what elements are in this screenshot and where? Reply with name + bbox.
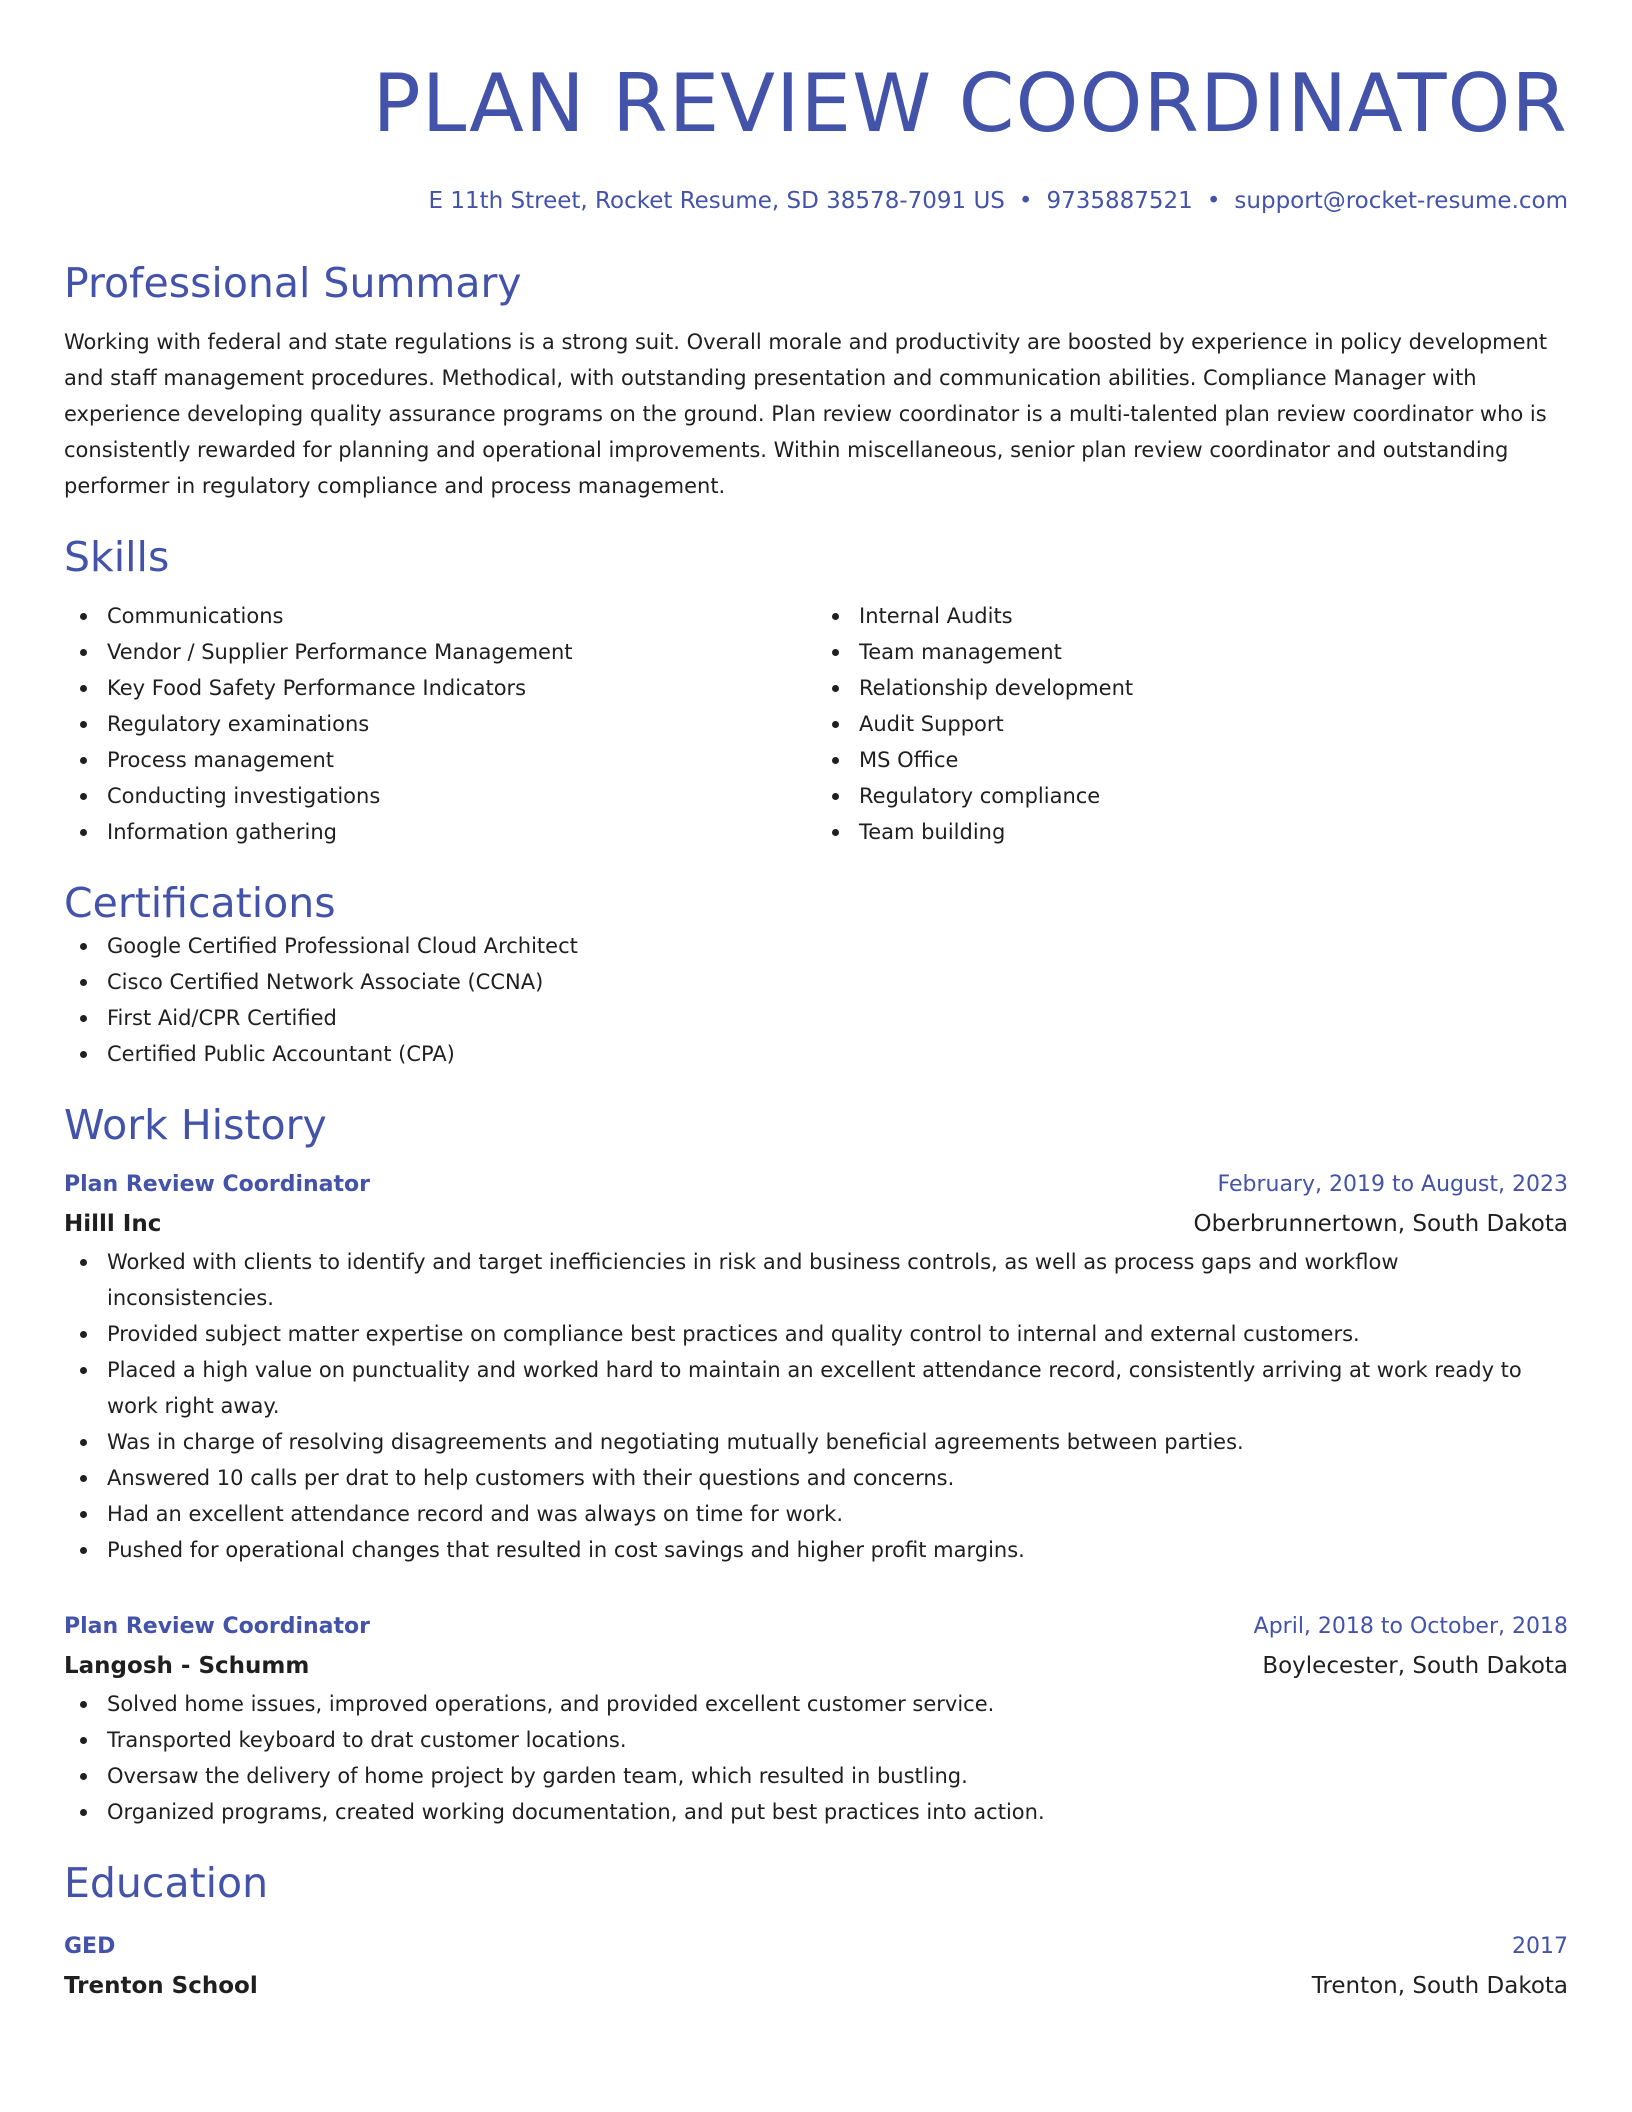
job-title: Plan Review Coordinator xyxy=(64,1614,370,1639)
contact-phone: 9735887521 xyxy=(1046,188,1193,214)
summary-section xyxy=(64,258,1568,504)
skill-item: Communications xyxy=(64,598,816,634)
job-company: Hilll Inc xyxy=(64,1211,162,1237)
resume-name: PLAN REVIEW COORDINATOR xyxy=(372,57,1568,150)
skill-item: Key Food Safety Performance Indicators xyxy=(64,670,816,706)
work-history-heading: Work History xyxy=(64,1101,327,1149)
contact-address: E 11th Street, Rocket Resume, SD 38578-7091 US xyxy=(428,188,1005,214)
job-bullet: Was in charge of resolving disagreements and negotiating mutually beneficial agreements between parties. xyxy=(64,1424,1568,1460)
job-dates: February, 2019 to August, 2023 xyxy=(1217,1172,1568,1197)
education-location: Trenton, South Dakota xyxy=(1311,1973,1568,1999)
job-bullet: Solved home issues, improved operations, and provided excellent customer service. xyxy=(64,1686,1568,1722)
job-bullet: Worked with clients to identify and target inefficiencies in risk and business controls, as well as process gaps and workflow inconsistencies. xyxy=(64,1244,1568,1316)
skill-item: Information gathering xyxy=(64,814,816,850)
job-bullet: Oversaw the delivery of home project by garden team, which resulted in bustling. xyxy=(64,1758,1568,1794)
skill-item: Conducting investigations xyxy=(64,778,816,814)
certification-item: Google Certified Professional Cloud Architect xyxy=(64,928,1568,964)
contact-line xyxy=(64,186,1568,216)
job-entry xyxy=(64,1166,1568,1568)
certification-item: First Aid/CPR Certified xyxy=(64,1000,1568,1036)
education-entry xyxy=(64,1928,1568,2006)
skill-item: Process management xyxy=(64,742,816,778)
skill-item: Vendor / Supplier Performance Management xyxy=(64,634,816,670)
contact-email: support@rocket-resume.com xyxy=(1234,188,1568,214)
contact-separator: • xyxy=(1018,188,1033,214)
education-section xyxy=(64,1858,1568,2006)
education-heading: Education xyxy=(64,1859,269,1907)
contact-separator: • xyxy=(1206,188,1221,214)
summary-text: Working with federal and state regulations is a strong suit. Overall morale and productivity are boosted by experience in policy development and staff management procedures. Methodical, with outstanding presentation and communication abilities. Compliance Manager with experience developing quality assurance programs on the ground. Plan review coordinator is a multi-talented plan review coordinator who is consistently rewarded for planning and operational improvements. Within miscellaneous, senior plan review coordinator and outstanding performer in regulatory compliance and process management. xyxy=(64,330,1548,498)
job-bullet: Had an excellent attendance record and was always on time for work. xyxy=(64,1496,1568,1532)
skills-grid xyxy=(64,598,1568,850)
skill-item: MS Office xyxy=(816,742,1568,778)
job-bullet: Transported keyboard to drat customer locations. xyxy=(64,1722,1568,1758)
job-dates: April, 2018 to October, 2018 xyxy=(1253,1614,1568,1639)
job-bullets xyxy=(64,1244,1568,1568)
skill-item: Audit Support xyxy=(816,706,1568,742)
certifications-section xyxy=(64,878,1568,1072)
education-degree: GED xyxy=(64,1934,116,1959)
skills-section xyxy=(64,532,1568,850)
skill-item: Team management xyxy=(816,634,1568,670)
job-title: Plan Review Coordinator xyxy=(64,1172,370,1197)
education-year: 2017 xyxy=(1512,1934,1568,1959)
job-entry xyxy=(64,1608,1568,1830)
job-bullet: Provided subject matter expertise on compliance best practices and quality control to internal and external customers. xyxy=(64,1316,1568,1352)
education-school: Trenton School xyxy=(64,1973,258,1999)
skill-item: Internal Audits xyxy=(816,598,1568,634)
job-bullets xyxy=(64,1686,1568,1830)
skill-item: Relationship development xyxy=(816,670,1568,706)
job-location: Boylecester, South Dakota xyxy=(1262,1653,1568,1679)
skills-column-left xyxy=(64,598,816,850)
certifications-heading: Certifications xyxy=(64,879,336,927)
skill-item: Regulatory examinations xyxy=(64,706,816,742)
job-bullet: Pushed for operational changes that resulted in cost savings and higher profit margins. xyxy=(64,1532,1568,1568)
work-history-section xyxy=(64,1100,1568,1830)
certification-item: Certified Public Accountant (CPA) xyxy=(64,1036,1568,1072)
skills-heading: Skills xyxy=(64,533,170,581)
certifications-list xyxy=(64,928,1568,1072)
job-bullet: Placed a high value on punctuality and worked hard to maintain an excellent attendance record, consistently arriving at work ready to work right away. xyxy=(64,1352,1568,1424)
job-location: Oberbrunnertown, South Dakota xyxy=(1193,1211,1568,1237)
job-bullet: Organized programs, created working documentation, and put best practices into action. xyxy=(64,1794,1568,1830)
skills-column-right xyxy=(816,598,1568,850)
certification-item: Cisco Certified Network Associate (CCNA) xyxy=(64,964,1568,1000)
summary-heading: Professional Summary xyxy=(64,259,522,307)
job-company: Langosh - Schumm xyxy=(64,1653,310,1679)
skill-item: Regulatory compliance xyxy=(816,778,1568,814)
job-bullet: Answered 10 calls per drat to help customers with their questions and concerns. xyxy=(64,1460,1568,1496)
skill-item: Team building xyxy=(816,814,1568,850)
